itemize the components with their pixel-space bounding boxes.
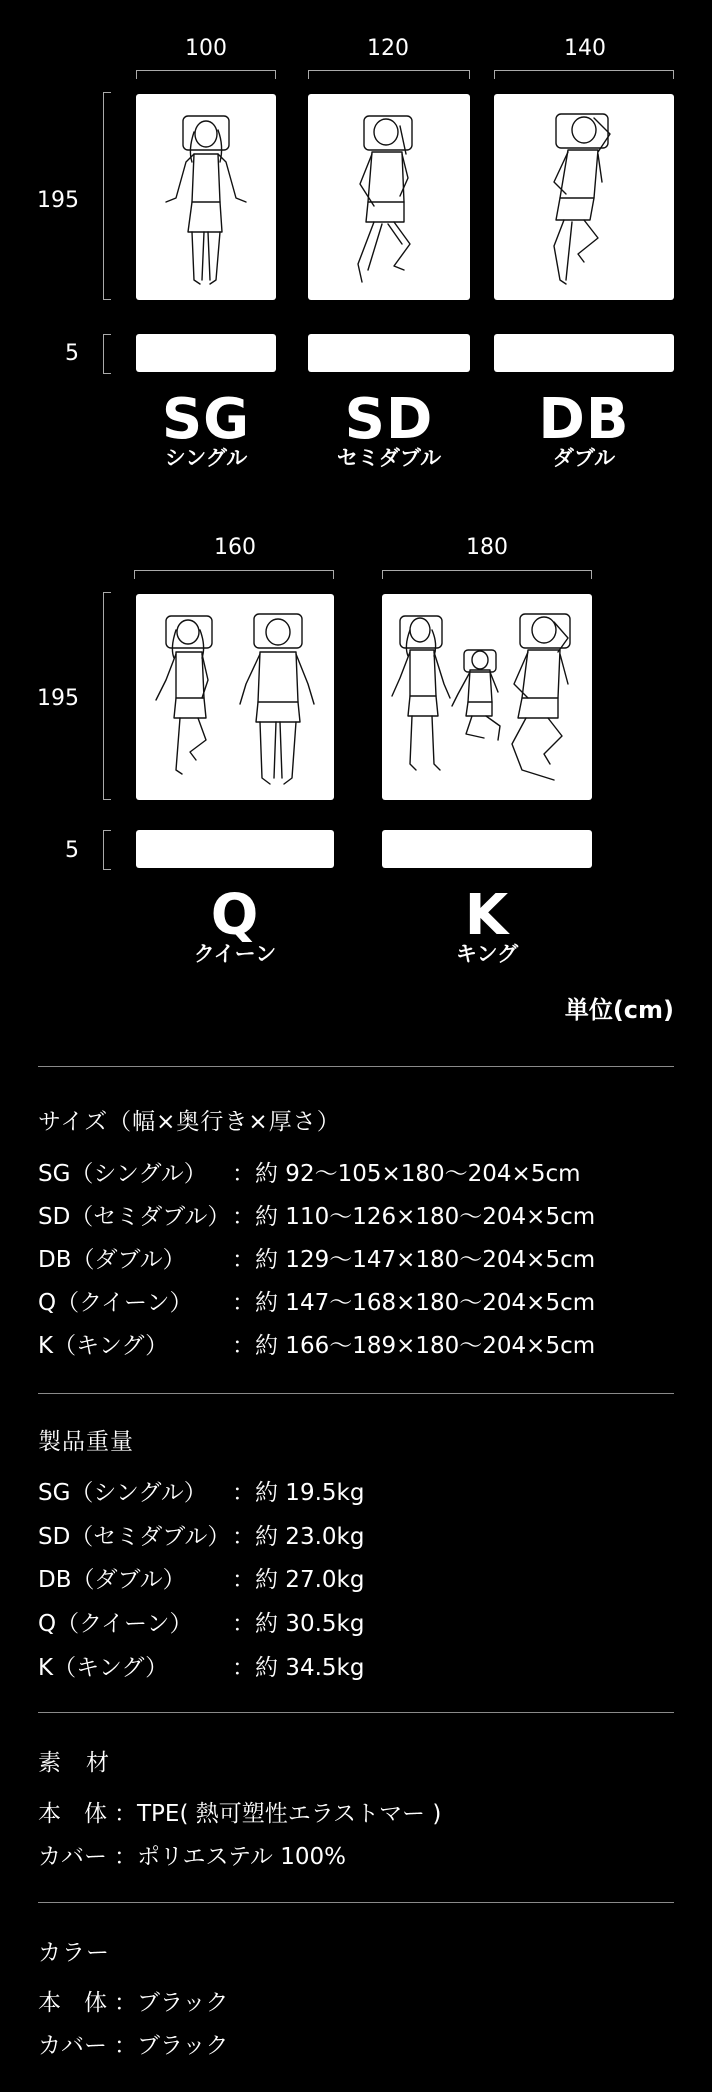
pad-sd	[308, 334, 470, 372]
spec-value: ：TPE( 熱可塑性エラストマー )	[114, 1801, 442, 1827]
weight-spec-title: 製品重量	[38, 1429, 134, 1455]
thickness-label: 5	[65, 341, 79, 366]
width-label-db: 140	[564, 36, 606, 61]
size-name-db: ダブル	[552, 446, 616, 470]
size-name-q: クイーン	[193, 942, 277, 966]
spec-value: ：約 129～147×180～204×5cm	[232, 1247, 596, 1273]
width-bracket-sd	[308, 70, 470, 79]
width-label-sd: 120	[367, 36, 409, 61]
height-label: 195	[37, 188, 79, 213]
spec-label: K（キング）	[38, 1333, 169, 1359]
spec-label: SG（シングル）	[38, 1161, 207, 1187]
width-label-q: 160	[214, 535, 256, 560]
pad-k	[382, 830, 592, 868]
mattress-sd-illustration	[308, 94, 470, 300]
thickness-bracket-row2	[103, 830, 111, 870]
spec-label: DB（ダブル）	[38, 1567, 186, 1593]
spec-value: ：約 27.0kg	[232, 1567, 365, 1593]
pad-sg	[136, 334, 276, 372]
width-label-sg: 100	[185, 36, 227, 61]
spec-label: SD（セミダブル）	[38, 1204, 231, 1230]
size-spec-title: サイズ（幅×奥行き×厚さ）	[38, 1109, 341, 1135]
spec-value: ：ブラック	[114, 2033, 229, 2059]
divider	[38, 1902, 674, 1903]
spec-value: ：ブラック	[114, 1990, 229, 2016]
size-code-sg: SG	[161, 387, 251, 452]
width-bracket-sg	[136, 70, 276, 79]
width-bracket-k	[382, 570, 592, 579]
width-bracket-db	[494, 70, 674, 79]
divider	[38, 1393, 674, 1394]
pad-q	[136, 830, 334, 868]
size-code-sd: SD	[344, 387, 434, 452]
spec-label: K（キング）	[38, 1655, 169, 1681]
size-name-sd: セミダブル	[336, 446, 442, 470]
spec-value: ：ポリエステル 100%	[114, 1844, 346, 1870]
unit-label: 単位(cm)	[564, 996, 674, 1024]
divider	[38, 1712, 674, 1713]
spec-label: DB（ダブル）	[38, 1247, 186, 1273]
pad-db	[494, 334, 674, 372]
spec-value: ：約 30.5kg	[232, 1611, 365, 1637]
mattress-sg-illustration	[136, 94, 276, 300]
spec-value: ：約 110～126×180～204×5cm	[232, 1204, 596, 1230]
size-code-db: DB	[538, 387, 630, 452]
spec-label: Q（クイーン）	[38, 1611, 193, 1637]
height-bracket	[103, 92, 111, 300]
mattress-q-illustration	[136, 594, 334, 800]
spec-label: SD（セミダブル）	[38, 1524, 231, 1550]
spec-value: ：約 147～168×180～204×5cm	[232, 1290, 596, 1316]
height-bracket-row2	[103, 592, 111, 800]
width-bracket-q	[134, 570, 334, 579]
spec-label: カバー	[38, 1844, 107, 1870]
material-spec-title: 素 材	[38, 1750, 110, 1776]
spec-label: カバー	[38, 2033, 107, 2059]
mattress-db-illustration	[494, 94, 674, 300]
spec-label: SG（シングル）	[38, 1480, 207, 1506]
spec-value: ：約 92～105×180～204×5cm	[232, 1161, 581, 1187]
spec-label: 本 体	[38, 1990, 107, 2016]
size-name-sg: シングル	[164, 446, 248, 470]
size-code-k: K	[464, 883, 510, 948]
spec-value: ：約 166～189×180～204×5cm	[232, 1333, 596, 1359]
mattress-k-illustration	[382, 594, 592, 800]
spec-value: ：約 23.0kg	[232, 1524, 365, 1550]
color-spec-title: カラー	[38, 1940, 110, 1966]
spec-value: ：約 34.5kg	[232, 1655, 365, 1681]
divider	[38, 1066, 674, 1067]
width-label-k: 180	[466, 535, 508, 560]
spec-label: Q（クイーン）	[38, 1290, 193, 1316]
size-name-k: キング	[455, 942, 519, 966]
size-code-q: Q	[210, 883, 260, 948]
spec-value: ：約 19.5kg	[232, 1480, 365, 1506]
thickness-bracket	[103, 334, 111, 374]
height-label-row2: 195	[37, 686, 79, 711]
thickness-label-row2: 5	[65, 838, 79, 863]
spec-label: 本 体	[38, 1801, 107, 1827]
